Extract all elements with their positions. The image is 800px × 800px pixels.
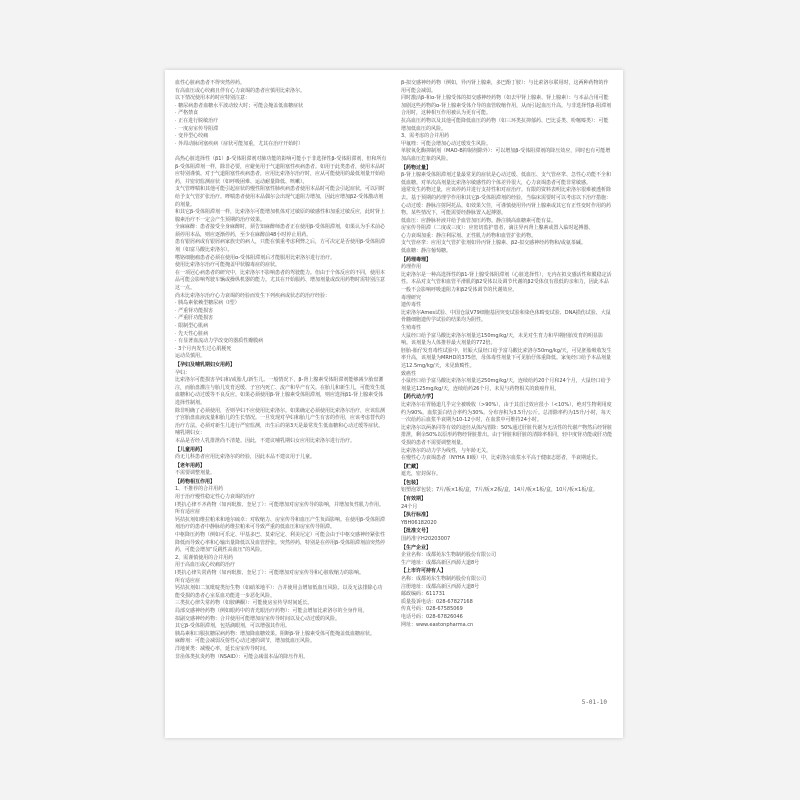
text-line: 血性心脏病患者不得突然停药。 [175,80,246,86]
text-line: 铝塑泡罩包装；7片/板×1板/盒，7片/板×2板/盒，14片/板×1板/盒，10片/板×1板/盒。 [401,487,599,494]
text-line: · 变异型心绞痛 [175,133,209,140]
text-line: 低血糖：静注葡萄糖。 [401,248,452,255]
text-line: 【药物相互作用】 [175,478,216,485]
text-line: 洋地黄类：减慢心率，延长房室传导时间。 [175,645,271,652]
text-line: 【药物过量】 [401,164,432,171]
text-line: Ⅰ类抗心律不齐药物（如丙吡胺、奎尼丁）：可能增加对房室传导的影响，并增加负性肌力作用。 [175,501,384,508]
text-line: 心力衰竭加重：静注利尿剂、正性肌力药物和血管扩张药物。 [401,232,537,239]
text-line: 有高血压或心绞痛且伴有心力衰竭的患者应慎用比索洛尔。 [175,87,306,94]
text-line: 用于治疗慢性稳定性心力衰竭的治疗 [175,494,256,501]
text-line: 【药理毒理】 [401,256,432,263]
text-line: 所有适应症 [175,577,201,584]
text-line: 通常发生药物过量，应该停药并进行支持性和对症治疗。有限的资料表明比索洛尔很难被透析除去。基于预期的药理学作用和其它β-受体阻滞剂的经验，当临床需要时可以考虑以下治疗措施： [401,187,612,201]
text-line: 使用比索洛尔治疗可能掩盖甲状腺毒症的症状。 [175,262,281,269]
text-line: 单胺氧化酶抑制剂（MAO-B抑制剂除外）：可以增加β-受体阻滞剂的降压效应，同时也有可能增加高血压危象的风险。 [401,148,611,162]
text-line: 不需要调整剂量。 [175,470,216,477]
text-line: 全麻麻醉：患者接受全身麻醉时，须告知麻醉师患者正在使用β-受体阻滞剂，如果认为手术前必须停用本品，则应逐渐停药，至少在麻醉前48小时停止用药。 [175,224,386,238]
text-line: 尚未比索洛尔治疗心力衰竭的经验而发生下列疾病或状态的治疗经验： [175,292,331,299]
text-line: 支气管痉挛：应用支气管扩张剂如异丙肾上腺素、β2-拟交感神经药物和/或氨茶碱。 [401,240,586,247]
text-line: 其它β-受体阻滞剂，包括滴眼剂，可以增强其作用。 [175,623,290,630]
text-line [175,148,387,156]
text-line: 【上市许可持有人】 [401,568,447,575]
text-line: 甲氟喹：可能会增加心动过缓发生风险。 [401,140,492,147]
text-line: 【生产企业】 [401,544,432,551]
text-line: · 严格禁食 [175,110,199,117]
text-line: 国药准字H20203007 [401,536,451,543]
text-line: 3、需考虑的合并用药 [401,133,450,140]
text-line: 在慢性心力衰竭患者（NYHA III级）中，比索洛尔血浆水平高于健康志愿者，半衰期延长。 [401,455,601,462]
text-line: 同时激活β-和α-肾上腺受体的拟交感神经药物（如去甲肾上腺素、肾上腺素）：与本品合用可能加剧这些药物的α-肾上腺素受体介导的血管收缩作用，从而引起血压升高。与非选择性β-阻滞剂合用时，这种相互作用被认为更有可能。 [401,95,612,117]
text-line: β-肾上腺素受体阻滞剂过量最常见的症状是心动过缓、低血压、支气管痉挛、急性心功能不全和低血糖。对单次高剂量比索洛尔敏感性的个体差异很大，心力衰竭患者可能非常敏感。 [401,172,612,186]
text-line: 用于高血压或心绞痛的治疗 [175,562,236,569]
text-line: β-拟交感神经药物（例如，异丙肾上腺素，多巴酚丁胺）：与比索洛尔联用时，这两种药物的作用可能会减弱。 [401,80,609,94]
text-line: 毒理研究 [401,294,422,301]
text-line: 【药代动力学】 [401,394,437,401]
text-line: 和其它β-受体阻滞剂一样，比索洛尔可能增加机体对过敏原的敏感性和加重过敏反应，此时肾上腺素治疗不一定会产生预期的治疗效果。 [175,209,386,223]
text-line: 比索洛尔在胃肠道几乎完全被吸收（>90%），由于其首过效应很小（<10%），绝对生物利用度约为90%。血浆蛋白结合率约为30%。分布容积为3.5升/公斤。总清除率约为15升/小时，每天一次给药后血浆半衰期为10-12小时，在血浆中可维持24小时。 [401,401,612,424]
text-line: 本品是否经人乳排泄尚不清楚。因此，不建议哺乳期妇女应用比索洛尔进行治疗。 [175,437,356,444]
text-line: 尚无儿科患者应用比索洛尔的经验，因此本品不建议用于儿童。 [175,454,316,461]
text-line: Ⅰ类抗心律失常药物（如丙吡胺、奎尼丁）：可能增加对房室传导和心脏收缩力的影响。 [175,570,364,576]
text-line: 哺乳期妇女： [175,430,206,437]
text-line: 药理作用 [401,264,422,271]
text-line: 生产地址：成都高新区西源大道8号 [401,559,480,566]
text-line: 【老年用药】 [175,462,206,469]
text-line: 以下情况使用本药时应特别注意： [175,95,251,102]
text-line: 质量投诉电话：028-67827168 [401,598,473,605]
text-line: 【执行标准】 [401,512,432,519]
text-line: · 外周动脉闭塞疾病（症状可能加重，尤其在治疗开始时） [175,140,304,147]
text-line: 遮光，密封保存。 [401,471,442,478]
text-line: 胚胎-胎仔发育毒性试验中，妊娠大鼠经口给予富马酸比索洛尔50mg/kg/天，可见胚胎吸收发生率升高，该剂量为MRHD的375倍，母体毒性剂量下可见胎仔体重降低。家兔经口给予本品剂量达12.5mg/kg/天，未见致畸性。 [401,347,612,369]
document-page [165,70,623,738]
left-text-column [175,80,387,661]
text-line: 低血压：应静脉补液并给予血管加压药物。静注胰高血糖素可能有益。 [401,217,557,224]
text-line: 除非明确了必须使用，否则孕妇不应使用比索洛尔。如果确定必须使用比索洛尔治疗，应该监测子宫胎盘血液流量和胎儿的生长情况。一旦发现对孕妇和胎儿产生有害的作用，应该考虑替代的治疗方法。必须对新生儿进行严密监测，出生后的第3天是最常发生低血糖和心动过缓等症状。 [175,407,386,429]
text-line: 麻醉剂：可能会减弱反射性心动过速的调节，增加低血压风险。 [175,638,316,645]
text-line: 小鼠经口给予富马酸比索洛尔剂量达250mg/kg/天，连续给药20个月和24个月，大鼠经口给予剂量达125mg/kg/天，连续给药26个月，未见与药物相关的致癌作用。 [401,378,611,392]
text-line: 【包装】 [401,479,422,486]
text-line: 【贮藏】 [401,463,422,470]
text-line: 【有效期】 [401,496,427,503]
text-line: 遗传毒性 [401,302,422,309]
text-line: 1、不推荐的合并用药 [175,486,224,493]
text-line: 比索洛尔以两条同等有效的途径从体内清除：50%通过肝脏代谢为无活性的代谢产物然后经肾脏排泄，剩余50%以原形药物经肾脏排出。由于肾脏和肝脏的清除率相同，轻中度肾功能或肝功能受损的患者不需要调整剂量。 [401,424,613,446]
text-line: 【儿童用药】 [175,446,206,453]
right-text-column [401,80,613,629]
text-line: 胰岛素和口服抗糖尿病药物：增加降血糖效果。阻断β-肾上腺素受体可能掩盖低血糖症状。 [175,630,375,637]
text-line: · 一度房室传导阻滞 [175,125,219,132]
text-line: 电话号码：028-67826046 [401,613,463,620]
text-line: · 胰岛素依赖型糖尿病（I型） [175,300,240,307]
text-line: · 正在进行脱敏治疗 [175,117,219,124]
text-line: · 3个月内发生过心肌梗死 [175,345,232,352]
text-line: 在一项冠心病患者的研究中，比索洛尔不影响患者的驾驶能力。但由于个体反应的不同，使用本品可能会影响驾驶车辆或操纵机器的能力。尤其在开始服药、增加剂量或改用药物时需特别注意这一点。 [175,269,386,292]
text-line: 钙拮抗剂如二氢吡啶类衍生物（如硝苯地平）：合并使用会增加低血压风险。以及无法排除心功能受损的患者心室泵血功能进一步恶化风险。 [175,585,383,599]
text-line: 患有银屑病或有银屑病家族史的病人，只能在慎重考虑利弊之后，方可决定是否使用β-受体阻滞剂（如富马酸比索洛尔）。 [175,239,386,254]
text-line: 网址：www.eastonpharma.cn [401,621,474,628]
text-line: 抗高血压药物以及其他可能降低血压的药物（如三环类抗抑郁药、巴比妥类、吩噻嗪类）：可能增加低血压的风险。 [401,117,609,132]
text-line: 比索洛尔的动力学为线性，与年龄无关。 [401,447,492,454]
text-line: 【批准文号】 [401,528,432,535]
text-line: · 有显著血流动力学改变的器质性瓣膜病 [175,338,264,345]
text-line: 大鼠经口给予富马酸比索洛尔剂量达150mg/kg/天，未见对生育力和早期胚胎发育的明显影响。该剂量为人体推荐最大剂量的772倍。 [401,332,604,347]
text-line: 企业名称：成都苑东生物制药股份有限公司 [401,552,497,559]
text-line: 所有适应症 [175,509,201,516]
text-line: · 先天性心脏病 [175,330,209,337]
text-line: 注册地址：成都高新区西源大道8号 [401,583,480,590]
text-line: 名称：成都苑东生物制药股份有限公司 [401,576,487,582]
text-line: · 糖尿病患者血糖水平波动较大时；可能会掩盖低血糖症状 [175,102,304,109]
text-line: 房室传导阻滞（二度或三度）：应密切监护患者，滴注异丙肾上腺素或置入临时起搏器。 [401,225,594,232]
text-line: 拟副交感神经药物：合并使用可能增加房室传导时间以及心动过缓的风险。 [175,615,341,622]
text-line: 传真号码：028-67585069 [401,606,463,613]
text-line: 运动员慎用。 [175,353,206,360]
text-line: 2、需谨慎使用的合并用药 [175,554,234,561]
page-number: 5-01-10 [581,699,607,706]
text-line: · 严重肾功能损害 [175,307,214,314]
text-line: YBH06182020 [401,519,437,526]
text-line: 三类抗心律失常药物（如胺碘酮）：可能使房室传导时间延长。 [175,600,313,607]
text-line: 生殖毒性 [401,325,422,331]
text-line: 【孕妇及哺乳期妇女用药】 [175,361,236,368]
text-line: 孕妇： [175,369,191,376]
text-line: · 严重肝功能损害 [175,315,214,322]
text-line: 嗜铬细胞瘤患者必须在使用α-受体阻滞剂后才能服用比索洛尔进行治疗。 [175,254,336,261]
text-line: 非甾体类抗炎药物（NSAID）：可能会减弱本品的降压作用。 [175,653,309,660]
text-line: 中枢降压药物（例如可乐定、甲基多巴、莫索尼定、利美尼定）可能会由于中枢交感神经紧张性降低而导致心率和心输出量降低以及血管舒张。突然停药，特别是在停用β-受体阻滞剂前突然停药，可能会增加“反跳性高血压”的风险。 [175,532,386,554]
text-line: 心动过缓：静脉注射阿托品。如效果欠佳，可谨慎使用异丙肾上腺素或其它有正性变时作用的药物。某些情况下，可能需要经静脉置入起搏器。 [401,202,612,217]
text-line: 局部交感神经药物（例如眼药中的青光眼治疗药物）：可能会增加比索洛尔的全身作用。 [175,607,368,614]
text-line: 比索洛尔Ames试验、中国仓鼠V79细胞基因突变试验和染色体畸变试验、DNA损伤试验、大鼠骨髓细胞遗传学试验的结果均为阴性。 [401,309,611,324]
text-line: 邮政编码：611731 [401,591,446,598]
text-line: · 限制型心肌病 [175,323,209,329]
text-line: 支气管哮喘和其他可能引起症状的慢性阻塞性肺疾病患者使用本品时可能会引起症状，可以同时给予支气管扩张治疗。哮喘患者使用本品偶尔会出现气道阻力增加，因此应增加β2-受体激动剂的剂量。 [175,186,386,208]
text-line: 比索洛尔可能损害孕妇和/或胎儿/新生儿。一般情况下，β-肾上腺素受体阻滞剂能够减少胎盘灌注，而胎盘灌注与胎儿发育迟缓、子宫内死亡、流产和早产有关。在胎儿和新生儿，可能发生低血糖和心动过缓等不良反应。如果必须使用β-肾上腺素受体阻滞剂，则应选择β1-肾上腺素受体选择性制剂。 [175,377,386,406]
text-line: 高热心脏选择性（β1）β-受体阻滞剂对肺功能的影响可能小于非选择性β-受体阻滞剂，但和所有β-受体阻滞剂一样，除非必要，应避免用于气道阻塞性疾病患者。如用于此类患者，使用本品时应特别谨慎。对于气道阻塞性疾病患者，应用比索洛尔治疗时，应从可能使用的最低剂量开始给药，并密切监测症状（如呼吸困难、运动耐量降低、咳嗽）。 [175,155,387,185]
text-line: 钙拮抗剂如维拉帕米和地尔硫卓：对收缩力、房室传导和血压产生负面影响。在使用β-受体阻滞剂治疗的患者中静脉给药维拉帕米可导致严重的低血压和房室传导阻滞。 [175,516,386,531]
text-line: 致癌性 [401,370,417,377]
text-line: 比索洛尔是一种高选择性的β1-肾上腺受体阻滞剂（心脏选择性），无内在拟交感活性和膜稳定活性。本品对支气管和血管平滑肌的β2受体以及调节代谢的β2受体仅有很低的亲和力，因此本品一般不会影响呼吸道阻力和β2受体调节的代谢效应。 [401,271,612,294]
text-line: 24个月 [401,503,418,510]
